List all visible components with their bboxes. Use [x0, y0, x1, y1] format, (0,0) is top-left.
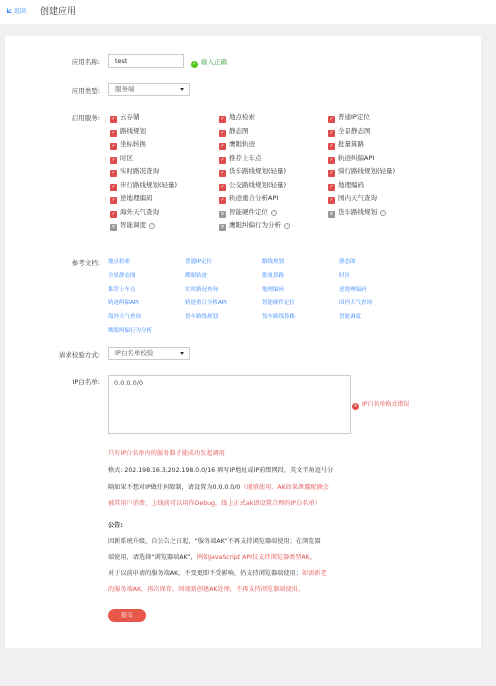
- docs-label: 参考文档:: [71, 259, 100, 267]
- service-option[interactable]: ✓ 时区: [111, 153, 133, 163]
- service-option[interactable]: ✓ 路线规划: [111, 126, 146, 136]
- help-icon[interactable]: ?: [381, 209, 385, 215]
- doc-link[interactable]: 智能硬件定位: [262, 300, 296, 307]
- back-arrow-icon: [6, 7, 13, 14]
- checkbox-checked-icon[interactable]: ✓: [220, 156, 225, 163]
- note-line-2: 格式: 202.198.16.3,202.198.0.0/16 填写IP地址或IP前缀网段，英文半角逗号分: [108, 467, 334, 474]
- checkbox-checked-icon[interactable]: ✓: [220, 170, 225, 176]
- app-name-input[interactable]: test: [108, 54, 184, 68]
- doc-link[interactable]: 逆地理编码: [339, 286, 367, 293]
- service-option[interactable]: ✓ 骑行路线规划(轻量): [329, 167, 396, 176]
- checkbox-disabled-icon[interactable]: ×: [111, 224, 116, 230]
- checkbox-checked-icon[interactable]: ✓: [220, 129, 225, 136]
- verify-label: 请求校验方式:: [58, 351, 100, 359]
- service-option[interactable]: ✓ 地点检索: [220, 113, 255, 122]
- note-line-1: 只有IP白名单内的服务器才能成功发起调用: [108, 450, 225, 457]
- doc-link[interactable]: 智能调度: [339, 314, 362, 321]
- chevron-down-icon: [180, 88, 184, 91]
- checkbox-disabled-icon[interactable]: ×: [329, 210, 334, 217]
- ip-label: IP白名单:: [72, 378, 100, 386]
- page-title: 创建应用: [40, 7, 77, 17]
- doc-link[interactable]: 鹰眼轨迹: [185, 272, 208, 279]
- ip-error: × IP白名单格式错误: [353, 401, 410, 409]
- app-type-label: 应用类型:: [71, 87, 100, 95]
- doc-link[interactable]: 时区: [339, 272, 351, 279]
- doc-link[interactable]: 轨迹纠偏API: [108, 300, 139, 307]
- service-option[interactable]: ✓ 鹰眼轨迹: [220, 140, 255, 149]
- service-option[interactable]: × 智能硬件定位 ?: [220, 207, 276, 217]
- checkbox-disabled-icon[interactable]: ×: [220, 224, 225, 230]
- top-bar: [0, 0, 496, 24]
- service-option[interactable]: ✓ 坐标转换: [111, 140, 146, 149]
- verify-select[interactable]: IP白名单校验: [108, 347, 190, 360]
- checkbox-checked-icon[interactable]: ✓: [111, 210, 116, 217]
- service-option[interactable]: ✓ 地理编码: [329, 180, 364, 190]
- help-icon[interactable]: ?: [272, 209, 276, 215]
- doc-link[interactable]: 地理编码: [262, 286, 285, 293]
- notice-line-4: 的服务端AK，再次保存，则视新创建AK处理，不再支持浏览器端使用。: [108, 586, 305, 593]
- service-option[interactable]: ✓ 批量算路: [329, 140, 364, 149]
- service-option[interactable]: ✓ 全景静态图: [329, 126, 371, 136]
- notice-line-2: 端使用，请选择“浏览器端AK”，例如JavaScript API仅支持浏览器类型AK。: [108, 554, 316, 561]
- service-option[interactable]: ✓ 步行路线规划(轻量): [111, 180, 178, 190]
- ip-whitelist-textarea[interactable]: 0.0.0.0/0: [108, 375, 351, 434]
- service-option[interactable]: ✓ 轨迹纠偏API: [329, 153, 375, 163]
- error-icon: ×: [353, 403, 358, 409]
- service-option[interactable]: ✓ 实时路况查询: [111, 167, 159, 176]
- notice-line-3: 对于以前申请的服务端AK，不变更即不受影响，仍支持浏览器端使用；如需新老: [108, 570, 327, 577]
- checkbox-checked-icon[interactable]: ✓: [111, 183, 116, 190]
- form-card: [5, 36, 481, 648]
- doc-link[interactable]: 轨迹重合分析API: [185, 300, 227, 307]
- service-option[interactable]: × 智能调度 ?: [111, 221, 154, 230]
- service-option[interactable]: × 鹰眼纠偏行为分析 ?: [220, 221, 289, 230]
- doc-link[interactable]: 国内天气查询: [339, 300, 373, 307]
- checkbox-checked-icon[interactable]: ✓: [329, 156, 334, 163]
- checkbox-checked-icon[interactable]: ✓: [329, 116, 334, 122]
- service-option[interactable]: ✓ 云存储: [111, 113, 140, 122]
- notice-title: 公告:: [108, 522, 123, 529]
- checkbox-checked-icon[interactable]: ✓: [220, 197, 225, 203]
- note-line-4: 被其用户消费，上线前可以用作Debug，线上正式ak请设置合理的IP白名单）: [108, 500, 321, 507]
- help-icon[interactable]: ?: [150, 223, 154, 228]
- doc-link[interactable]: 地点检索: [108, 259, 131, 265]
- checkbox-checked-icon[interactable]: ✓: [329, 129, 334, 136]
- checkbox-checked-icon[interactable]: ✓: [220, 116, 225, 122]
- service-option[interactable]: × 货车路线规划 ?: [329, 207, 385, 217]
- service-option[interactable]: ✓ 货车路线规划(轻量): [220, 167, 287, 176]
- checkbox-checked-icon[interactable]: ✓: [111, 129, 116, 136]
- checkbox-checked-icon[interactable]: ✓: [111, 156, 116, 163]
- service-option[interactable]: ✓ 公交路线规划(轻量): [220, 180, 287, 190]
- checkbox-checked-icon[interactable]: ✓: [220, 143, 225, 149]
- checkbox-checked-icon[interactable]: ✓: [329, 170, 334, 176]
- service-option[interactable]: ✓ 静态图: [220, 126, 249, 136]
- doc-link[interactable]: 静态图: [339, 259, 356, 265]
- checkbox-checked-icon[interactable]: ✓: [111, 170, 116, 176]
- checkbox-checked-icon[interactable]: ✓: [111, 197, 116, 203]
- checkbox-disabled-icon[interactable]: ×: [220, 210, 225, 217]
- services-label: 启用服务:: [71, 114, 100, 122]
- notice-line-1: 因新系统升级，自公告之日起，“服务端AK”不再支持浏览器端使用；在浏览器: [108, 538, 321, 545]
- service-option[interactable]: ✓ 普通IP定位: [329, 113, 370, 122]
- checkbox-checked-icon[interactable]: ✓: [111, 116, 116, 122]
- app-name-status: ✓ 输入正确: [192, 58, 227, 67]
- checkbox-checked-icon[interactable]: ✓: [220, 183, 225, 190]
- app-type-select[interactable]: 服务端: [108, 83, 190, 96]
- doc-link[interactable]: 货车路线规划: [185, 314, 219, 321]
- doc-link[interactable]: 批量算路: [262, 272, 285, 279]
- service-option[interactable]: ✓ 推荐上车点: [220, 153, 262, 163]
- doc-link[interactable]: 全景静态图: [108, 272, 136, 279]
- checkbox-checked-icon[interactable]: ✓: [329, 183, 334, 190]
- doc-link[interactable]: 路线规划: [262, 259, 285, 265]
- submit-button[interactable]: 提交: [108, 609, 146, 622]
- doc-link[interactable]: 海外天气查询: [108, 314, 142, 321]
- doc-link[interactable]: 实时路况查询: [185, 286, 219, 293]
- doc-link[interactable]: 货车路线算路: [262, 314, 296, 321]
- checkbox-checked-icon[interactable]: ✓: [329, 197, 334, 203]
- service-option[interactable]: ✓ 国内天气查询: [329, 194, 377, 203]
- doc-link[interactable]: 普通IP定位: [185, 259, 212, 265]
- back-link[interactable]: 返回: [6, 6, 26, 15]
- help-icon[interactable]: ?: [285, 223, 289, 228]
- service-option[interactable]: ✓ 轨迹重合分析API: [220, 194, 279, 203]
- checkbox-checked-icon[interactable]: ✓: [329, 143, 334, 149]
- note-line-3: 隔如果不想对IP做任何限制，请设置为0.0.0.0/0（谨慎使用，AK如果泄露配额会: [108, 484, 329, 491]
- app-name-label: 应用名称:: [71, 58, 100, 66]
- service-option[interactable]: ✓ 逆地理编码: [111, 194, 153, 203]
- chevron-down-icon: [180, 352, 184, 355]
- checkbox-checked-icon[interactable]: ✓: [111, 143, 116, 149]
- doc-link[interactable]: 鹰眼纠偏行为分析: [108, 328, 153, 334]
- check-icon: ✓: [192, 61, 197, 67]
- service-option[interactable]: ✓ 海外天气查询: [111, 207, 159, 217]
- doc-link[interactable]: 推荐上车点: [108, 286, 136, 293]
